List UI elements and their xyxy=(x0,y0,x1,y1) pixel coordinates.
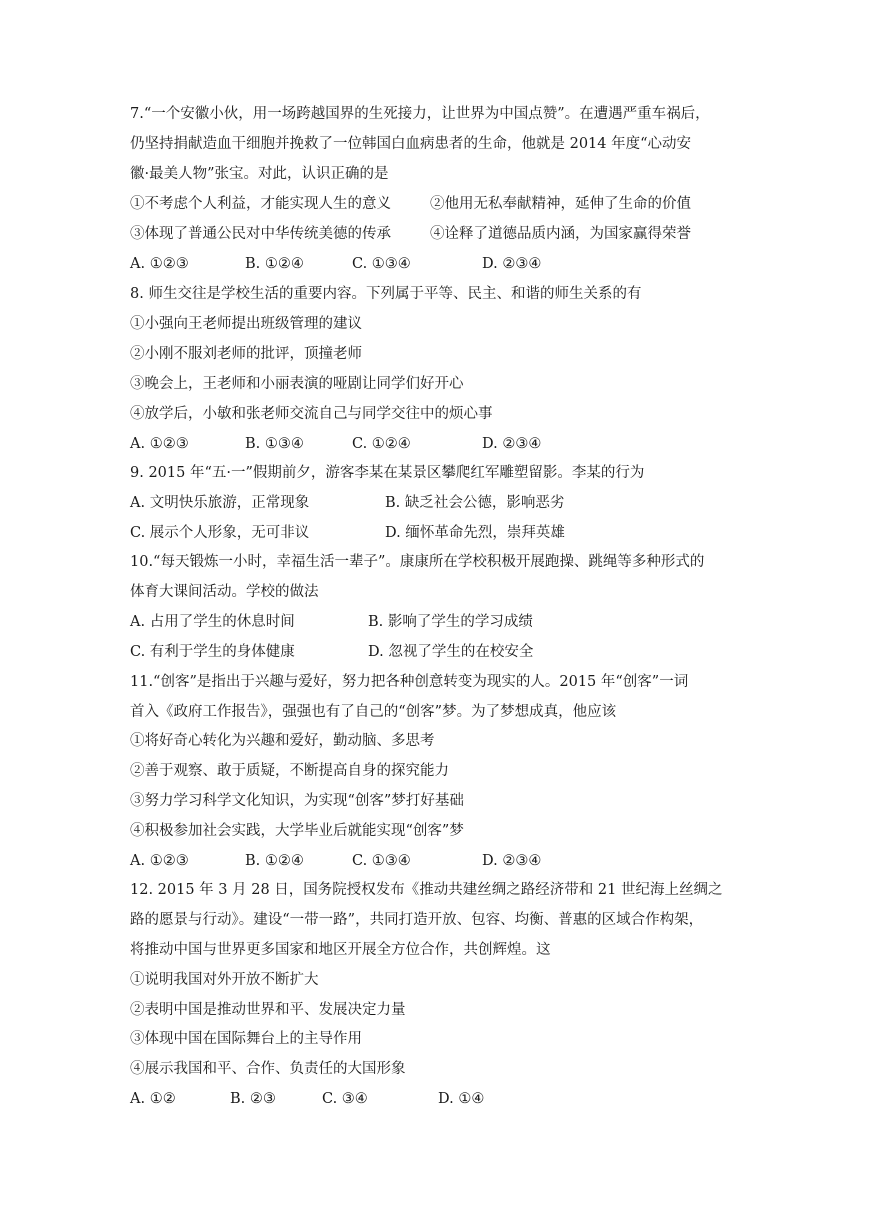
q7-option-a: A. ①②③ xyxy=(130,256,189,272)
q9-option-c: C. 展示个人形象，无可非议 xyxy=(130,525,310,541)
q8-statement-4: ④放学后，小敏和张老师交流自己与同学交往中的烦心事 xyxy=(130,406,493,422)
q9-option-b: B. 缺乏社会公德，影响恶劣 xyxy=(385,495,565,511)
q11-statement-3: ③努力学习科学文化知识，为实现“创客”梦打好基础 xyxy=(130,793,464,809)
q7-option-d: D. ②③④ xyxy=(482,256,542,272)
q10-option-b: B. 影响了学生的学习成绩 xyxy=(368,614,533,630)
q10-option-a: A. 占用了学生的休息时间 xyxy=(130,614,295,630)
q11-option-d: D. ②③④ xyxy=(482,853,542,869)
q11-option-c: C. ①③④ xyxy=(352,853,411,869)
q12-stem-line-2: 路的愿景与行动》。建设“一带一路”，共同打造开放、包容、均衡、普惠的区域合作构架， xyxy=(130,912,704,928)
q12-statement-4: ④展示我国和平、合作、负责任的大国形象 xyxy=(130,1061,406,1077)
q7-option-c: C. ①③④ xyxy=(352,256,411,272)
q7-stem-line-3: 徽·最美人物”张宝。对此，认识正确的是 xyxy=(130,166,389,182)
q11-statement-1: ①将好奇心转化为兴趣和爱好，勤动脑、多思考 xyxy=(130,733,435,749)
q9-option-d: D. 缅怀革命先烈，崇拜英雄 xyxy=(385,525,565,541)
q8-statement-2: ②小刚不服刘老师的批评，顶撞老师 xyxy=(130,346,362,362)
q8-statement-1: ①小强向王老师提出班级管理的建议 xyxy=(130,316,362,332)
q9-option-a: A. 文明快乐旅游，正常现象 xyxy=(130,495,310,511)
q8-option-a: A. ①②③ xyxy=(130,436,189,452)
q12-option-c: C. ③④ xyxy=(322,1091,368,1107)
q9-stem-line-1: 9. 2015 年“五·一”假期前夕，游客李某在某景区攀爬红军雕塑留影。李某的行为 xyxy=(130,465,645,481)
q11-stem-line-1: 11.“创客”是指出于兴趣与爱好，努力把各种创意转变为现实的人。2015 年“创客”一词 xyxy=(130,674,689,690)
q12-statement-1: ①说明我国对外开放不断扩大 xyxy=(130,972,319,988)
q11-stem-line-2: 首入《政府工作报告》，强强也有了自己的“创客”梦。为了梦想成真，他应该 xyxy=(130,704,617,720)
q12-statement-3: ③体现中国在国际舞台上的主导作用 xyxy=(130,1031,362,1047)
q10-stem-line-1: 10.“每天锻炼一小时，幸福生活一辈子”。康康所在学校积极开展跑操、跳绳等多种形式的 xyxy=(130,554,705,570)
q10-option-d: D. 忽视了学生的在校安全 xyxy=(368,644,534,660)
q11-option-a: A. ①②③ xyxy=(130,853,189,869)
q8-option-c: C. ①②④ xyxy=(352,436,411,452)
q12-stem-line-3: 将推动中国与世界更多国家和地区开展全方位合作，共创辉煌。这 xyxy=(130,942,551,958)
q7-stem-line-1: 7.“一个安徽小伙，用一场跨越国界的生死接力，让世界为中国点赞”。在遭遇严重车祸后， xyxy=(130,106,710,122)
q7-option-b: B. ①②④ xyxy=(245,256,304,272)
q7-statement-2: ②他用无私奉献精神，延伸了生命的价值 xyxy=(430,196,691,212)
q8-option-d: D. ②③④ xyxy=(482,436,542,452)
q12-option-b: B. ②③ xyxy=(230,1091,276,1107)
q12-option-d: D. ①④ xyxy=(438,1091,485,1107)
q12-statement-2: ②表明中国是推动世界和平、发展决定力量 xyxy=(130,1002,406,1018)
q11-statement-4: ④积极参加社会实践，大学毕业后就能实现“创客”梦 xyxy=(130,823,464,839)
q12-option-a: A. ①② xyxy=(130,1091,176,1107)
q8-stem-line-1: 8. 师生交往是学校生活的重要内容。下列属于平等、民主、和谐的师生关系的有 xyxy=(130,286,642,302)
q8-statement-3: ③晚会上，王老师和小丽表演的哑剧让同学们好开心 xyxy=(130,376,464,392)
q11-statement-2: ②善于观察、敢于质疑，不断提高自身的探究能力 xyxy=(130,763,449,779)
q7-statement-1: ①不考虑个人利益，才能实现人生的意义 xyxy=(130,196,391,212)
q12-stem-line-1: 12. 2015 年 3 月 28 日，国务院授权发布《推动共建丝绸之路经济带和 21 世纪海上丝绸之 xyxy=(130,882,723,898)
q8-option-b: B. ①③④ xyxy=(245,436,304,452)
q10-option-c: C. 有利于学生的身体健康 xyxy=(130,644,295,660)
q11-option-b: B. ①②④ xyxy=(245,853,304,869)
q7-stem-line-2: 仍坚持捐献造血干细胞并挽救了一位韩国白血病患者的生命，他就是 2014 年度“心动安 xyxy=(130,136,692,152)
q7-statement-4: ④诠释了道德品质内涵，为国家赢得荣誉 xyxy=(430,226,691,242)
q10-stem-line-2: 体育大课间活动。学校的做法 xyxy=(130,584,319,600)
q7-statement-3: ③体现了普通公民对中华传统美德的传承 xyxy=(130,226,391,242)
